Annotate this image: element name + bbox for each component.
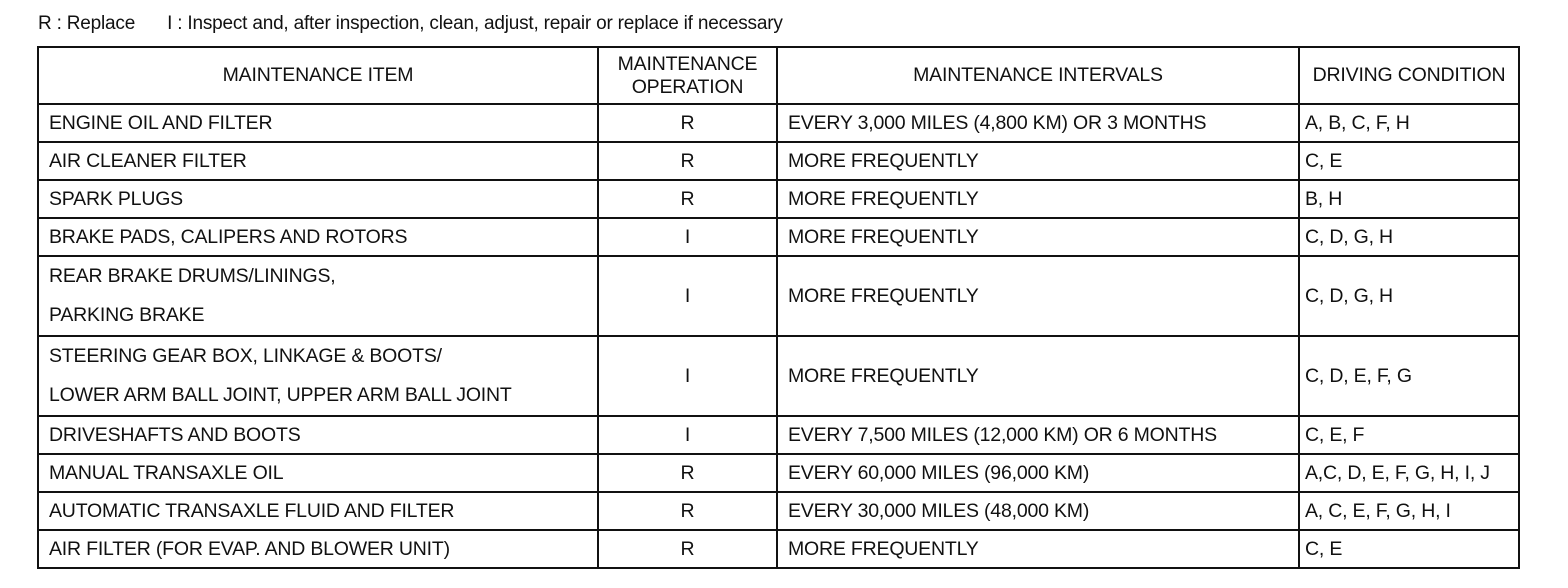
maintenance-item-cell: SPARK PLUGS <box>38 180 598 218</box>
maintenance-item-cell: BRAKE PADS, CALIPERS AND ROTORS <box>38 218 598 256</box>
table-row <box>38 104 1519 142</box>
table-row <box>38 454 1519 492</box>
table-row <box>38 218 1519 256</box>
maintenance-item-cell: ENGINE OIL AND FILTER <box>38 104 598 142</box>
header-driving-condition: DRIVING CONDITION <box>1299 47 1519 104</box>
legend <box>38 13 783 35</box>
table-row <box>38 336 1519 416</box>
maintenance-item-cell: AUTOMATIC TRANSAXLE FLUID AND FILTER <box>38 492 598 530</box>
table-row <box>38 530 1519 568</box>
table-body <box>38 104 1519 568</box>
maintenance-interval-cell: EVERY 30,000 MILES (48,000 KM) <box>777 492 1299 530</box>
maintenance-item-cell: DRIVESHAFTS AND BOOTS <box>38 416 598 454</box>
driving-condition-cell: C, D, G, H <box>1299 218 1519 256</box>
maintenance-interval-cell: EVERY 7,500 MILES (12,000 KM) OR 6 MONTHS <box>777 416 1299 454</box>
legend-inspect: I : Inspect and, after inspection, clean, adjust, repair or replace if necessary <box>167 13 783 34</box>
driving-condition-cell: C, D, E, F, G <box>1299 336 1519 416</box>
table-row <box>38 180 1519 218</box>
maintenance-operation-cell: I <box>598 218 777 256</box>
header-maintenance-operation: MAINTENANCE OPERATION <box>598 47 777 104</box>
header-row <box>38 47 1519 104</box>
maintenance-operation-cell: I <box>598 416 777 454</box>
maintenance-item-cell <box>38 336 598 416</box>
driving-condition-cell: A, B, C, F, H <box>1299 104 1519 142</box>
maintenance-operation-cell: R <box>598 104 777 142</box>
table-row <box>38 256 1519 336</box>
driving-condition-cell: B, H <box>1299 180 1519 218</box>
driving-condition-cell: C, E, F <box>1299 416 1519 454</box>
maintenance-item-line: PARKING BRAKE <box>49 304 205 326</box>
maintenance-item-cell: AIR FILTER (FOR EVAP. AND BLOWER UNIT) <box>38 530 598 568</box>
table-row <box>38 416 1519 454</box>
maintenance-interval-cell: MORE FREQUENTLY <box>777 142 1299 180</box>
driving-condition-cell: A, C, E, F, G, H, I <box>1299 492 1519 530</box>
maintenance-interval-cell: MORE FREQUENTLY <box>777 530 1299 568</box>
driving-condition-cell: C, E <box>1299 530 1519 568</box>
maintenance-interval-cell: MORE FREQUENTLY <box>777 180 1299 218</box>
maintenance-table <box>37 46 1520 569</box>
maintenance-item-line: LOWER ARM BALL JOINT, UPPER ARM BALL JOINT <box>49 384 512 406</box>
maintenance-item-line: STEERING GEAR BOX, LINKAGE & BOOTS/ <box>49 345 442 367</box>
maintenance-operation-cell: R <box>598 454 777 492</box>
maintenance-operation-cell: I <box>598 256 777 336</box>
maintenance-item-line: REAR BRAKE DRUMS/LININGS, <box>49 265 336 287</box>
maintenance-item-cell <box>38 256 598 336</box>
maintenance-interval-cell: EVERY 3,000 MILES (4,800 KM) OR 3 MONTHS <box>777 104 1299 142</box>
maintenance-item-cell: MANUAL TRANSAXLE OIL <box>38 454 598 492</box>
header-maintenance-item: MAINTENANCE ITEM <box>38 47 598 104</box>
maintenance-operation-cell: R <box>598 180 777 218</box>
driving-condition-cell: C, D, G, H <box>1299 256 1519 336</box>
driving-condition-cell: A,C, D, E, F, G, H, I, J <box>1299 454 1519 492</box>
driving-condition-cell: C, E <box>1299 142 1519 180</box>
maintenance-interval-cell: MORE FREQUENTLY <box>777 256 1299 336</box>
table-row <box>38 492 1519 530</box>
maintenance-operation-cell: I <box>598 336 777 416</box>
maintenance-interval-cell: MORE FREQUENTLY <box>777 218 1299 256</box>
maintenance-operation-cell: R <box>598 142 777 180</box>
maintenance-operation-cell: R <box>598 492 777 530</box>
maintenance-item-cell: AIR CLEANER FILTER <box>38 142 598 180</box>
table-row <box>38 142 1519 180</box>
maintenance-interval-cell: MORE FREQUENTLY <box>777 336 1299 416</box>
maintenance-interval-cell: EVERY 60,000 MILES (96,000 KM) <box>777 454 1299 492</box>
maintenance-operation-cell: R <box>598 530 777 568</box>
header-maintenance-intervals: MAINTENANCE INTERVALS <box>777 47 1299 104</box>
legend-replace: R : Replace <box>38 13 136 34</box>
